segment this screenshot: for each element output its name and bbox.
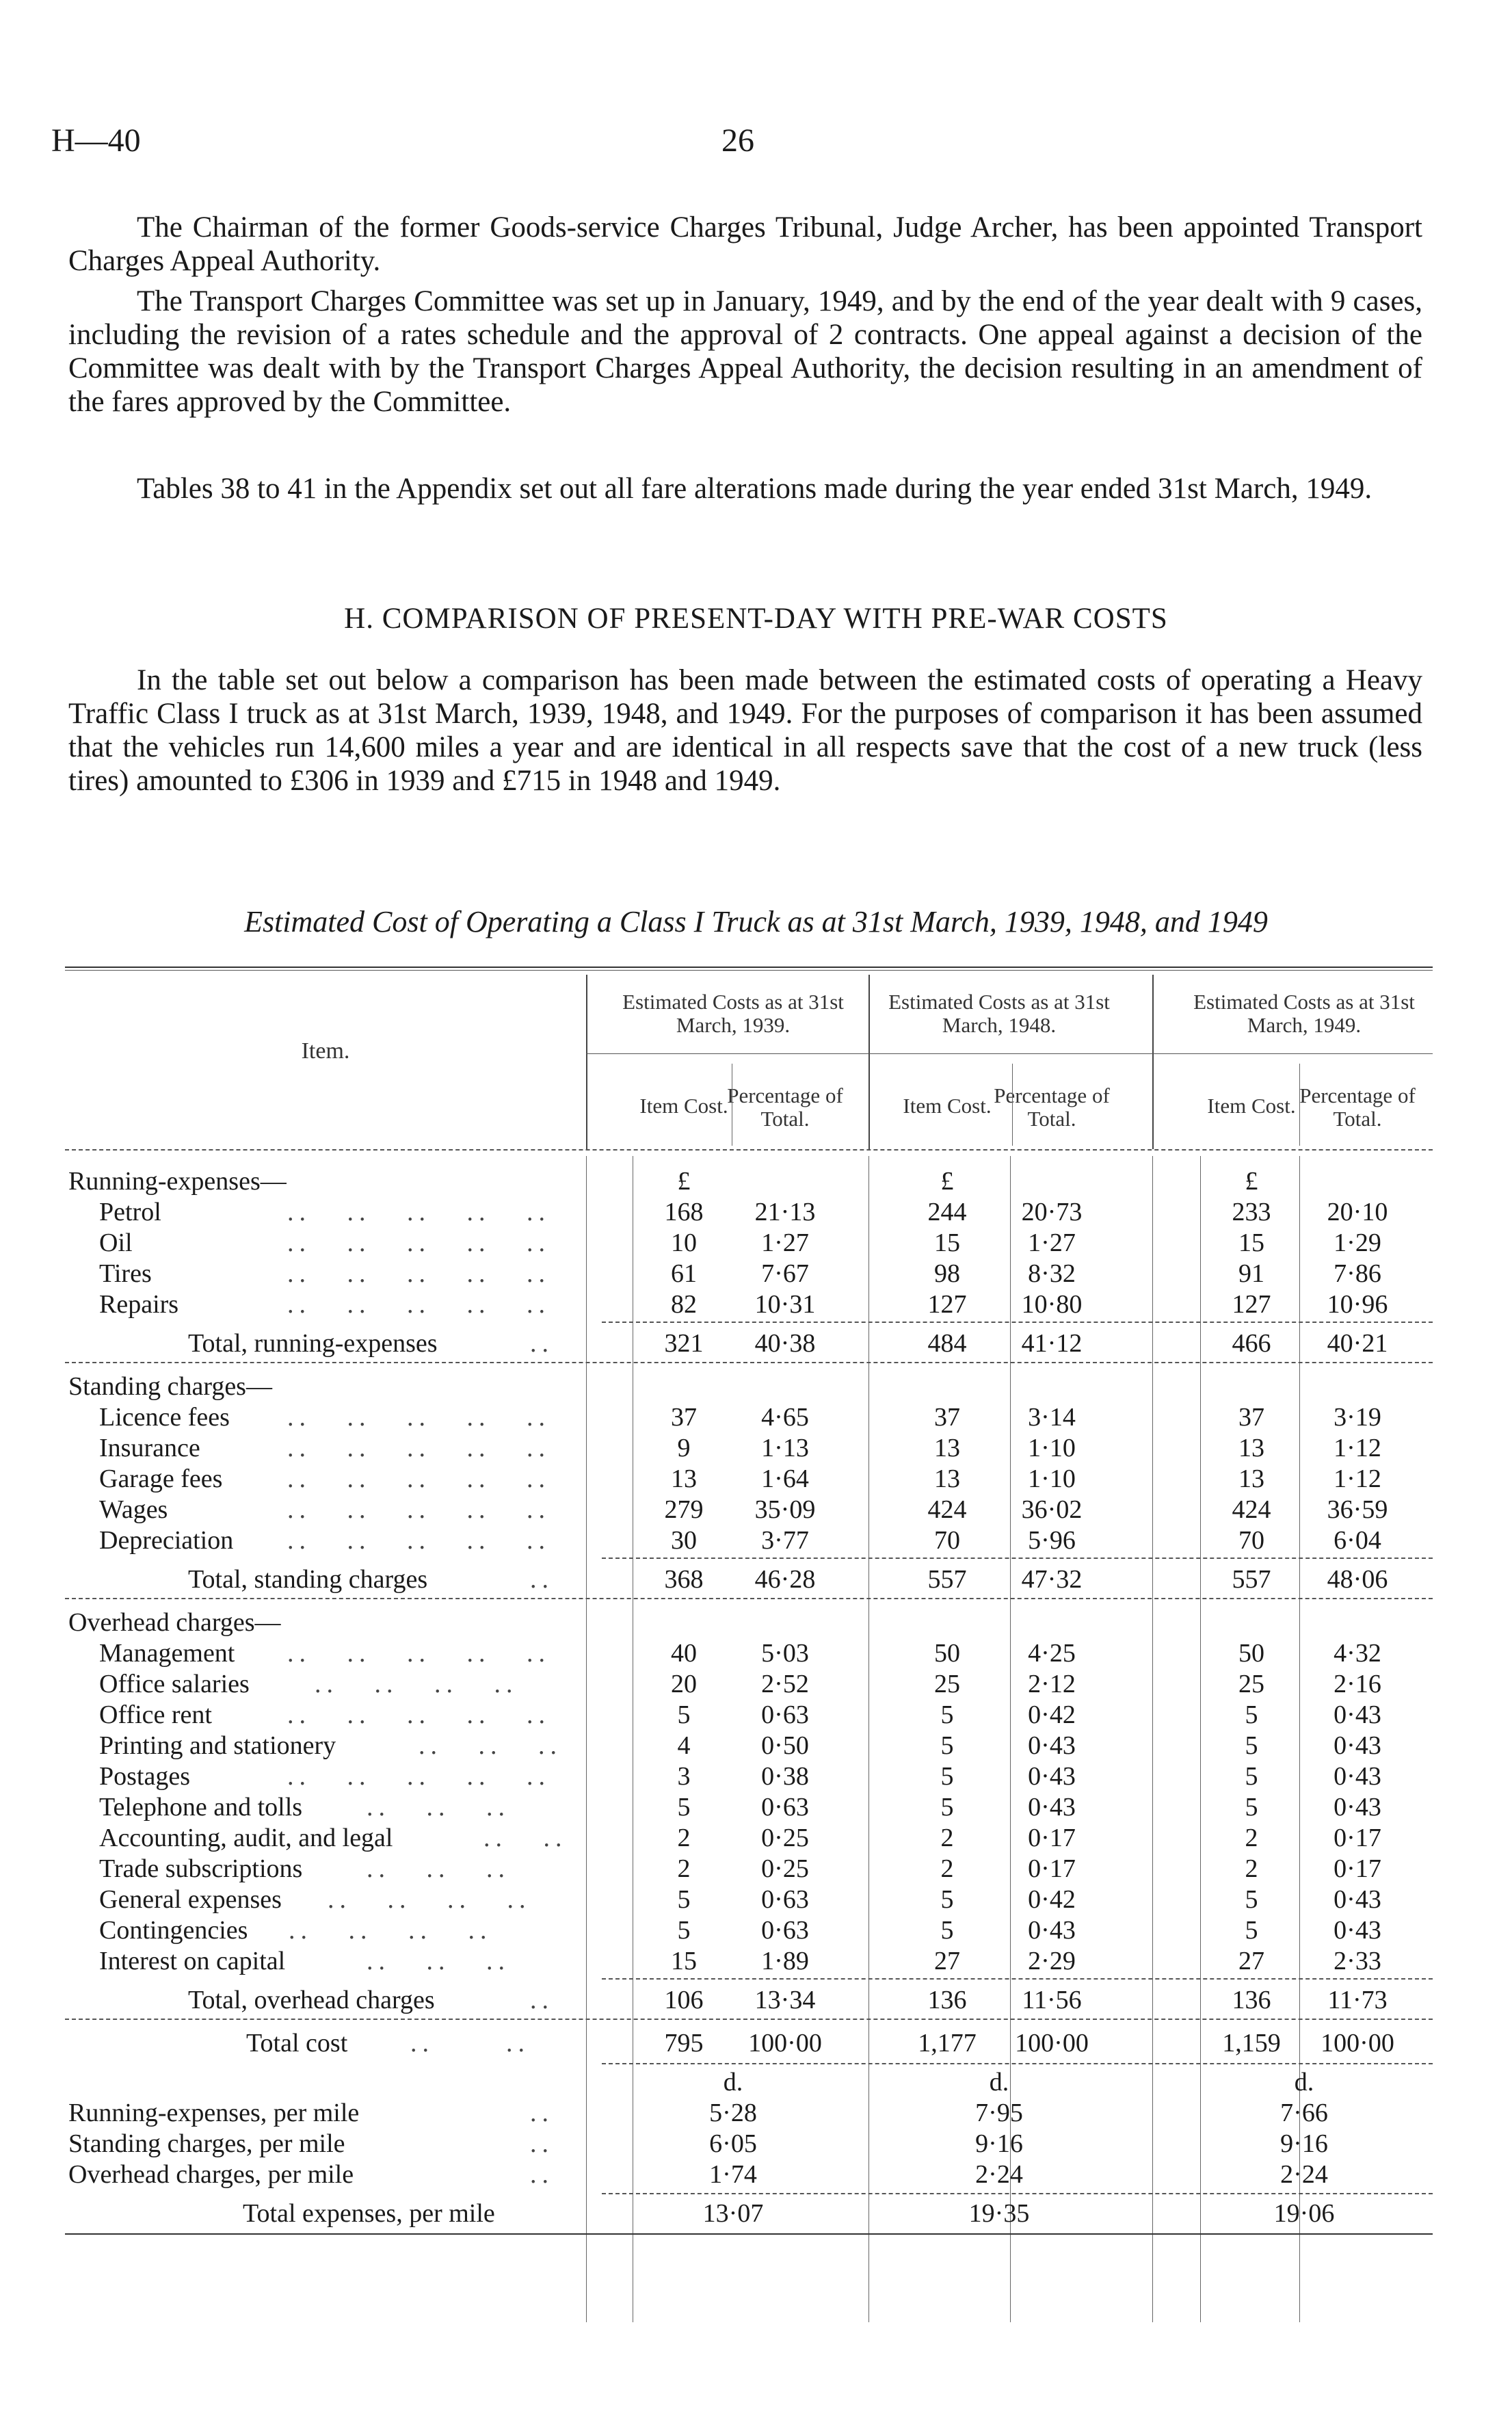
- cell-value: 10·96: [1327, 1290, 1388, 1319]
- cell-value: 37: [934, 1403, 960, 1432]
- cell-value: 5: [677, 1700, 691, 1729]
- paragraph-comparison: In the table set out below a comparison has been made between the estimated costs of operating a Heavy Traffic Class I truck as at 31st March, 1939, 1948, and 1949. For the purposes of comparison it has been assumed that the vehicles run 14,600 miles a year and are identical in all respects save that the cost of a new truck (less tires) amounted to £306 in 1939 and £715 in 1948 and 1949.: [68, 664, 1422, 797]
- per-mile-value: 9·16: [975, 2129, 1023, 2158]
- total-cost-rule: [602, 2063, 1433, 2064]
- section-heading-0: Running-expenses—: [68, 1167, 287, 1196]
- cell-value: 0·25: [761, 1854, 809, 1883]
- total-value: 40·21: [1327, 1329, 1388, 1358]
- row-label: Tires: [99, 1259, 152, 1288]
- table-bottom-rule: [65, 2233, 1433, 2235]
- cell-value: 0·43: [1334, 1731, 1381, 1760]
- cell-value: 13: [671, 1464, 697, 1493]
- cell-value: 0·43: [1334, 1793, 1381, 1822]
- currency-pence: d.: [1294, 2068, 1314, 2097]
- cell-value: 1·10: [1028, 1434, 1076, 1462]
- per-mile-total-label: Total expenses, per mile: [243, 2199, 495, 2228]
- group-header-2: Estimated Costs as at 31st March, 1949.: [1193, 990, 1415, 1037]
- section-total-label: Total, running-expenses: [188, 1329, 438, 1358]
- cell-value: 0·43: [1334, 1762, 1381, 1791]
- cell-value: 3: [677, 1762, 691, 1791]
- cell-value: 127: [927, 1290, 967, 1319]
- total-value: 46·28: [754, 1565, 816, 1594]
- header-vline: [1152, 975, 1154, 1149]
- cell-value: 8·32: [1028, 1259, 1076, 1288]
- leader-dots: .. .. .. ..: [315, 1670, 518, 1698]
- leader-dots: .. .. .. .. ..: [287, 1228, 551, 1257]
- cell-value: 1·27: [761, 1228, 809, 1257]
- cell-value: 1·10: [1028, 1464, 1076, 1493]
- cell-value: 13: [1238, 1464, 1264, 1493]
- leader-dots: .. .. ..: [367, 1854, 510, 1883]
- leader-dots: ..: [530, 1986, 554, 2014]
- subheader-vline: [1299, 1064, 1300, 1146]
- cell-value: 6·04: [1334, 1526, 1381, 1555]
- cell-value: 50: [1238, 1639, 1264, 1668]
- cell-value: 1·89: [761, 1947, 809, 1975]
- cell-value: 0·42: [1028, 1885, 1076, 1914]
- leader-dots: .. .. ..: [419, 1731, 562, 1760]
- per-mile-value: 2·24: [1280, 2160, 1328, 2189]
- leader-dots: .. .. .. .. ..: [287, 1495, 551, 1524]
- per-mile-rule: [602, 2193, 1433, 2194]
- body-vline: [868, 1156, 869, 2322]
- cell-value: 82: [671, 1290, 697, 1319]
- cell-value: 40: [671, 1639, 697, 1668]
- cell-value: 2: [1245, 1824, 1258, 1852]
- row-label: Insurance: [99, 1434, 200, 1462]
- cell-value: 4·65: [761, 1403, 809, 1432]
- leader-dots: .. .. .. .. ..: [287, 1403, 551, 1432]
- cell-value: 25: [934, 1670, 960, 1698]
- total-value: 13·34: [754, 1986, 816, 2014]
- total-value: 557: [1232, 1565, 1271, 1594]
- leader-dots: .. .. .. .. ..: [287, 1198, 551, 1226]
- total-value: 136: [1232, 1986, 1271, 2014]
- cell-value: 0·42: [1028, 1700, 1076, 1729]
- cell-value: 0·63: [761, 1885, 809, 1914]
- currency-pence: d.: [723, 2068, 743, 2097]
- per-mile-total-value: 19·35: [968, 2199, 1030, 2228]
- cell-value: 10·31: [754, 1290, 816, 1319]
- leader-dots: .. .. .. .. ..: [287, 1700, 551, 1729]
- row-label: Repairs: [99, 1290, 179, 1319]
- total-value: 41·12: [1021, 1329, 1083, 1358]
- cell-value: 1·12: [1334, 1464, 1381, 1493]
- row-label: Office rent: [99, 1700, 212, 1729]
- per-mile-total-value: 13·07: [702, 2199, 764, 2228]
- cell-value: 0·17: [1334, 1824, 1381, 1852]
- currency-pound: £: [1245, 1167, 1258, 1196]
- cell-value: 2: [940, 1824, 954, 1852]
- cell-value: 27: [1238, 1947, 1264, 1975]
- row-label: Telephone and tolls: [99, 1793, 303, 1822]
- cell-value: 61: [671, 1259, 697, 1288]
- total-cost-value: 100·00: [748, 2029, 822, 2058]
- row-label: Wages: [99, 1495, 168, 1524]
- header-bottom-rule: [65, 1149, 1433, 1151]
- row-label: Office salaries: [99, 1670, 250, 1698]
- total-value: 11·56: [1022, 1986, 1082, 2014]
- cost-subheader-1: Item Cost.: [903, 1094, 992, 1118]
- section-heading: H. COMPARISON OF PRESENT-DAY WITH PRE-WAR COSTS: [344, 603, 1168, 635]
- cell-value: 5: [1245, 1700, 1258, 1729]
- leader-dots: ..: [530, 2099, 554, 2127]
- table-top-rule: [65, 967, 1433, 968]
- cell-value: 0·43: [1334, 1885, 1381, 1914]
- total-value: 136: [927, 1986, 967, 2014]
- cell-value: 2: [677, 1854, 691, 1883]
- row-label: Trade subscriptions: [99, 1854, 303, 1883]
- cell-value: 0·43: [1028, 1731, 1076, 1760]
- cell-value: 424: [1232, 1495, 1271, 1524]
- leader-dots: .. ..: [483, 1824, 568, 1852]
- group-header-0: Estimated Costs as at 31st March, 1939.: [622, 990, 844, 1037]
- row-label: Garage fees: [99, 1464, 223, 1493]
- cell-value: 5: [677, 1885, 691, 1914]
- cell-value: 5: [940, 1700, 954, 1729]
- cell-value: 5: [1245, 1731, 1258, 1760]
- section-end-rule: [65, 2019, 1433, 2020]
- cell-value: 70: [934, 1526, 960, 1555]
- section-heading-2: Overhead charges—: [68, 1608, 281, 1637]
- cell-value: 1·64: [761, 1464, 809, 1493]
- per-mile-value: 7·95: [975, 2099, 1023, 2127]
- cell-value: 2: [677, 1824, 691, 1852]
- table-title: Estimated Cost of Operating a Class I Truck as at 31st March, 1939, 1948, and 1949: [244, 905, 1268, 938]
- pct-subheader-2: Percentage of Total.: [1299, 1083, 1416, 1131]
- cell-value: 5: [1245, 1885, 1258, 1914]
- cell-value: 15: [1238, 1228, 1264, 1257]
- leader-dots: .. .. .. ..: [289, 1916, 492, 1945]
- leader-dots: .. .. .. .. ..: [287, 1639, 551, 1668]
- cell-value: 5: [677, 1916, 691, 1945]
- cell-value: 0·63: [761, 1793, 809, 1822]
- cell-value: 3·19: [1334, 1403, 1381, 1432]
- leader-dots: .. .. ..: [367, 1793, 510, 1822]
- cell-value: 244: [927, 1198, 967, 1226]
- per-mile-value: 6·05: [709, 2129, 757, 2158]
- table-top-rule-inner: [65, 970, 1433, 971]
- per-mile-value: 7·66: [1280, 2099, 1328, 2127]
- subtotal-rule: [602, 1558, 1433, 1559]
- cell-value: 10: [671, 1228, 697, 1257]
- currency-pound: £: [677, 1167, 691, 1196]
- leader-dots: .. ..: [410, 2029, 530, 2058]
- paragraph-committee: The Transport Charges Committee was set up in January, 1949, and by the end of the year dealt with 9 cases, including the revision of a rates schedule and the approval of 2 contracts. One appeal against a decision of the Committee was dealt with by the Transport Charges Appeal Authority, the decision resulting in an amendment of the fares approved by the Committee.: [68, 285, 1422, 418]
- cell-value: 10·80: [1021, 1290, 1083, 1319]
- row-label: Depreciation: [99, 1526, 234, 1555]
- cell-value: 50: [934, 1639, 960, 1668]
- leader-dots: .. .. .. .. ..: [287, 1762, 551, 1791]
- cell-value: 4: [677, 1731, 691, 1760]
- leader-dots: .. .. .. .. ..: [287, 1464, 551, 1493]
- cell-value: 0·43: [1028, 1916, 1076, 1945]
- cell-value: 7·67: [761, 1259, 809, 1288]
- cell-value: 2·12: [1028, 1670, 1076, 1698]
- cell-value: 15: [934, 1228, 960, 1257]
- cell-value: 25: [1238, 1670, 1264, 1698]
- cell-value: 2·16: [1334, 1670, 1381, 1698]
- cell-value: 3·14: [1028, 1403, 1076, 1432]
- cell-value: 2·33: [1334, 1947, 1381, 1975]
- cell-value: 1·29: [1334, 1228, 1381, 1257]
- cell-value: 4·25: [1028, 1639, 1076, 1668]
- total-cost-value: 100·00: [1321, 2029, 1394, 2058]
- row-label: Accounting, audit, and legal: [99, 1824, 393, 1852]
- cell-value: 1·12: [1334, 1434, 1381, 1462]
- per-mile-label: Overhead charges, per mile: [68, 2160, 354, 2189]
- total-value: 11·73: [1327, 1986, 1388, 2014]
- cell-value: 0·17: [1334, 1854, 1381, 1883]
- item-header: Item.: [301, 1038, 350, 1064]
- total-value: 40·38: [754, 1329, 816, 1358]
- cell-value: 15: [671, 1947, 697, 1975]
- total-value: 106: [664, 1986, 704, 2014]
- total-cost-value: 1,159: [1222, 2029, 1281, 2058]
- cell-value: 0·63: [761, 1700, 809, 1729]
- cell-value: 5: [1245, 1793, 1258, 1822]
- cell-value: 37: [1238, 1403, 1264, 1432]
- section-total-label: Total, standing charges: [188, 1565, 428, 1594]
- leader-dots: .. .. .. ..: [328, 1885, 531, 1914]
- cell-value: 13: [1238, 1434, 1264, 1462]
- header-vline: [586, 975, 587, 1149]
- cell-value: 0·17: [1028, 1824, 1076, 1852]
- cell-value: 37: [671, 1403, 697, 1432]
- cost-subheader-0: Item Cost.: [639, 1094, 728, 1118]
- row-label: Printing and stationery: [99, 1731, 336, 1760]
- total-value: 321: [664, 1329, 704, 1358]
- group-header-1: Estimated Costs as at 31st March, 1948.: [888, 990, 1110, 1037]
- cell-value: 5: [940, 1731, 954, 1760]
- cell-value: 98: [934, 1259, 960, 1288]
- cell-value: 4·32: [1334, 1639, 1381, 1668]
- cell-value: 0·43: [1334, 1700, 1381, 1729]
- pct-subheader-1: Percentage of Total.: [994, 1083, 1110, 1131]
- per-mile-total-value: 19·06: [1273, 2199, 1335, 2228]
- row-label: Management: [99, 1639, 235, 1668]
- leader-dots: .. .. .. .. ..: [287, 1434, 551, 1462]
- currency-pence: d.: [989, 2068, 1009, 2097]
- group-header-rule: [586, 1053, 1433, 1054]
- cell-value: 20·10: [1327, 1198, 1388, 1226]
- body-vline: [586, 1156, 587, 2322]
- body-vline: [1152, 1156, 1153, 2322]
- cell-value: 5: [940, 1885, 954, 1914]
- row-label: Petrol: [99, 1198, 161, 1226]
- total-value: 368: [664, 1565, 704, 1594]
- cell-value: 20: [671, 1670, 697, 1698]
- cell-value: 5: [677, 1793, 691, 1822]
- total-value: 47·32: [1021, 1565, 1083, 1594]
- total-cost-value: 100·00: [1015, 2029, 1089, 2058]
- leader-dots: ..: [530, 1329, 554, 1358]
- row-label: Interest on capital: [99, 1947, 286, 1975]
- leader-dots: .. .. .. .. ..: [287, 1290, 551, 1319]
- leader-dots: ..: [530, 2129, 554, 2158]
- cell-value: 21·13: [754, 1198, 816, 1226]
- row-label: Licence fees: [99, 1403, 230, 1432]
- cell-value: 5: [940, 1793, 954, 1822]
- cell-value: 5·03: [761, 1639, 809, 1668]
- row-label: Contingencies: [99, 1916, 248, 1945]
- cell-value: 0·17: [1028, 1854, 1076, 1883]
- cell-value: 36·59: [1327, 1495, 1388, 1524]
- cell-value: 27: [934, 1947, 960, 1975]
- section-end-rule: [65, 1598, 1433, 1599]
- cell-value: 0·43: [1028, 1793, 1076, 1822]
- page-number: 26: [721, 122, 754, 159]
- paragraph-tables: Tables 38 to 41 in the Appendix set out all fare alterations made during the year ended 31st March, 1949.: [137, 473, 1372, 505]
- leader-dots: .. .. .. .. ..: [287, 1259, 551, 1288]
- section-heading-1: Standing charges—: [68, 1372, 272, 1401]
- cell-value: 13: [934, 1464, 960, 1493]
- cell-value: 424: [927, 1495, 967, 1524]
- total-value: 484: [927, 1329, 967, 1358]
- paragraph-chairman: The Chairman of the former Goods-service Charges Tribunal, Judge Archer, has been appointed Transport Charges Appeal Authority.: [68, 211, 1422, 277]
- leader-dots: ..: [530, 1565, 554, 1594]
- cell-value: 127: [1232, 1290, 1271, 1319]
- cell-value: 0·38: [761, 1762, 809, 1791]
- subtotal-rule: [602, 1978, 1433, 1980]
- leader-dots: .. .. ..: [367, 1947, 510, 1975]
- total-value: 48·06: [1327, 1565, 1388, 1594]
- pct-subheader-0: Percentage of Total.: [727, 1083, 843, 1131]
- leader-dots: ..: [530, 2160, 554, 2189]
- cell-value: 0·63: [761, 1916, 809, 1945]
- per-mile-value: 5·28: [709, 2099, 757, 2127]
- cell-value: 36·02: [1021, 1495, 1083, 1524]
- subtotal-rule: [602, 1322, 1433, 1323]
- cell-value: 20·73: [1021, 1198, 1083, 1226]
- cell-value: 0·50: [761, 1731, 809, 1760]
- section-total-label: Total, overhead charges: [188, 1986, 435, 2014]
- total-cost-value: 1,177: [918, 2029, 977, 2058]
- cell-value: 279: [664, 1495, 704, 1524]
- cell-value: 168: [664, 1198, 704, 1226]
- cost-subheader-2: Item Cost.: [1207, 1094, 1296, 1118]
- cell-value: 30: [671, 1526, 697, 1555]
- cell-value: 2·29: [1028, 1947, 1076, 1975]
- cell-value: 9: [677, 1434, 691, 1462]
- cell-value: 5·96: [1028, 1526, 1076, 1555]
- section-end-rule: [65, 1362, 1433, 1363]
- subheader-vline: [1012, 1064, 1013, 1146]
- cell-value: 5: [940, 1762, 954, 1791]
- cell-value: 2: [940, 1854, 954, 1883]
- cell-value: 5: [940, 1916, 954, 1945]
- cell-value: 35·09: [754, 1495, 816, 1524]
- total-value: 466: [1232, 1329, 1271, 1358]
- cell-value: 91: [1238, 1259, 1264, 1288]
- total-cost-value: 795: [664, 2029, 704, 2058]
- cell-value: 5: [1245, 1916, 1258, 1945]
- cell-value: 0·43: [1334, 1916, 1381, 1945]
- leader-dots: .. .. .. .. ..: [287, 1526, 551, 1555]
- page-reference: H—40: [51, 122, 141, 159]
- per-mile-value: 1·74: [709, 2160, 757, 2189]
- per-mile-value: 2·24: [975, 2160, 1023, 2189]
- cell-value: 0·25: [761, 1824, 809, 1852]
- row-label: Oil: [99, 1228, 133, 1257]
- cell-value: 1·27: [1028, 1228, 1076, 1257]
- total-value: 557: [927, 1565, 967, 1594]
- per-mile-label: Standing charges, per mile: [68, 2129, 345, 2158]
- cell-value: 1·13: [761, 1434, 809, 1462]
- cell-value: 5: [1245, 1762, 1258, 1791]
- cell-value: 2: [1245, 1854, 1258, 1883]
- per-mile-label: Running-expenses, per mile: [68, 2099, 360, 2127]
- cell-value: 70: [1238, 1526, 1264, 1555]
- cell-value: 0·43: [1028, 1762, 1076, 1791]
- total-cost-label: Total cost: [246, 2029, 348, 2058]
- cell-value: 13: [934, 1434, 960, 1462]
- cell-value: 233: [1232, 1198, 1271, 1226]
- cell-value: 2·52: [761, 1670, 809, 1698]
- currency-pound: £: [940, 1167, 954, 1196]
- cell-value: 3·77: [761, 1526, 809, 1555]
- per-mile-value: 9·16: [1280, 2129, 1328, 2158]
- cell-value: 7·86: [1334, 1259, 1381, 1288]
- row-label: General expenses: [99, 1885, 282, 1914]
- row-label: Postages: [99, 1762, 190, 1791]
